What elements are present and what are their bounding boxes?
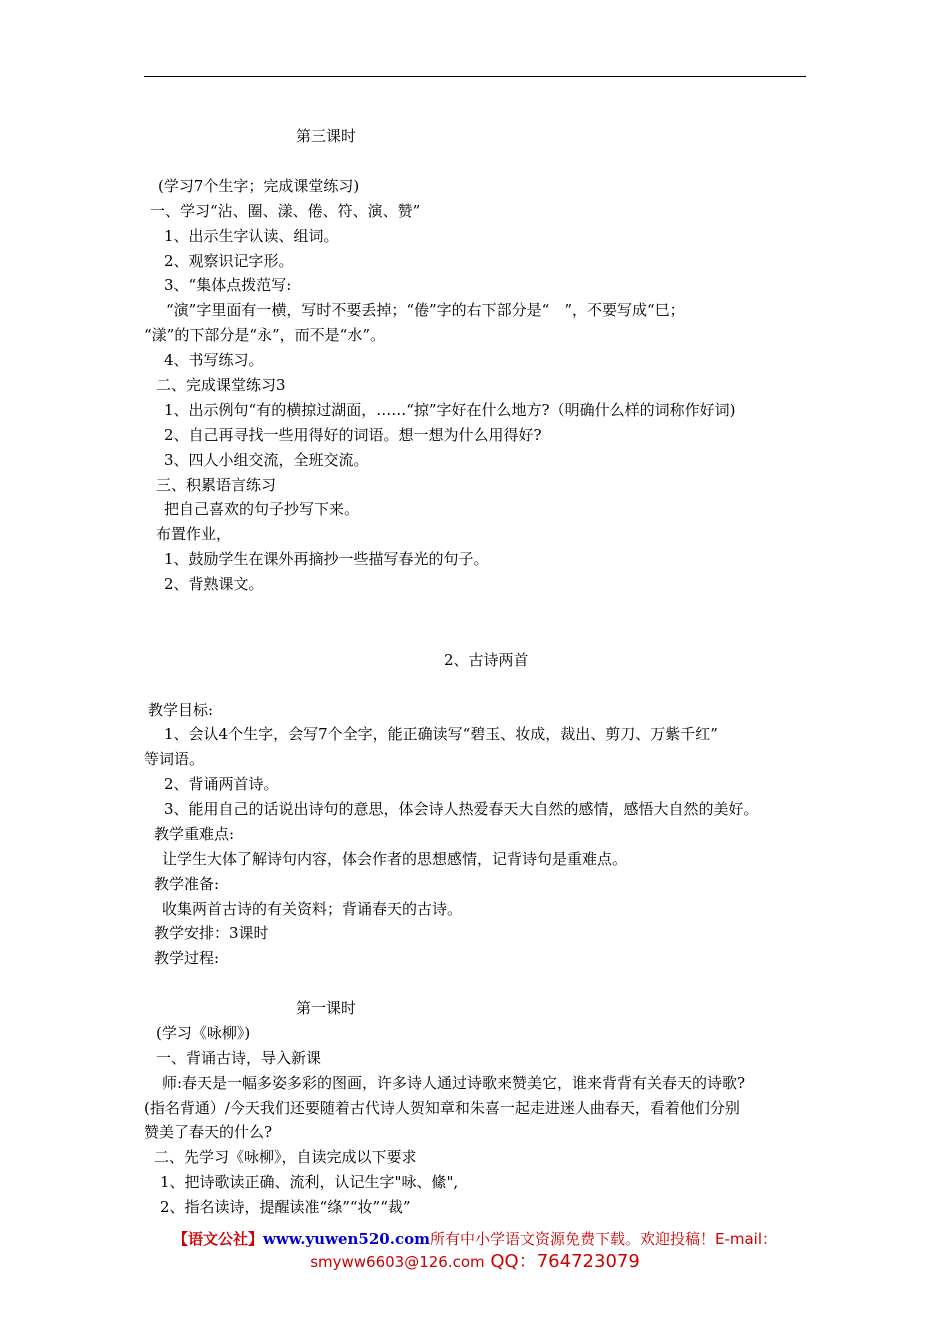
footer-brand: 【语文公社】 [172,1230,263,1248]
section-heading: 一、背诵古诗，导入新课 [156,1049,322,1067]
footer-email-link[interactable]: smyww6603@126.com [310,1253,485,1271]
list-item: 2、背熟课文。 [164,575,264,593]
paragraph-line: 让学生大体了解诗句内容，体会作者的思想感情，记背诗句是重难点。 [162,850,628,868]
footer-line2 [0,1251,950,1273]
lesson3-subtitle: (学习7个生字；完成课堂练习) [158,177,360,195]
footer-url-link[interactable]: www.yuwen520.com [263,1230,430,1248]
list-item: 1、出示生字认读、组词。 [164,227,339,245]
section-heading: 教学安排：3课时 [154,924,269,942]
section-heading: 布置作业， [156,525,232,543]
footer-line1 [0,1229,950,1249]
paragraph-line: 等词语。 [144,750,205,768]
list-item: 1、把诗歌读正确、流利，认记生字"咏、絛", [160,1173,459,1191]
footer-text: 所有中小学语文资源免费下载。欢迎投稿！E-mail： [429,1230,778,1248]
list-item: 2、观察识记字形。 [164,252,294,270]
paragraph-line: 师:春天是一幅多姿多彩的图画，许多诗人通过诗歌来赞美它，谁来背背有关春天的诗歌? [162,1074,746,1092]
list-item: 3、能用自己的话说出诗句的意思，体会诗人热爱春天大自然的感情，感悟大自然的美好。 [164,800,759,818]
section-heading: 一、学习“沾、圈、漾、倦、符、演、赞” [150,202,421,220]
section-heading: 教学准备: [154,875,220,893]
list-item: 把自己喜欢的句子抄写下来。 [164,500,360,518]
section-heading: 二、先学习《咏柳》，自读完成以下要求 [154,1148,417,1166]
section-heading: 教学重难点: [154,825,235,843]
header-rule [144,76,806,77]
list-item: 2、背诵两首诗。 [164,775,279,793]
list-item: 1、出示例句“有的横掠过湖面，……“掠”字好在什么地方?（明确什么样的词称作好词) [164,401,736,419]
paragraph-line: (指名背通）/今天我们还要随着古代诗人贺知章和朱喜一起走进迷人曲春天，看着他们分别 [144,1099,740,1117]
lesson3-title: 第三课时 [296,127,357,145]
section-heading: 教学目标: [148,701,214,719]
lesson1-subtitle: (学习《咏柳》) [156,1024,251,1042]
list-item: 1、会认4个生字，会写7个全字，能正确读写“碧玉、妆成，裁出、剪刀、万紫千红” [164,725,718,743]
paragraph-line: 赞美了春天的什么? [144,1123,273,1141]
paragraph-line: “演”字里面有一横，写时不要丢掉；“倦”字的右下部分是“ ”，不要写成“巳； [166,301,685,319]
list-item: 3、四人小组交流，全班交流。 [164,451,369,469]
list-item: 2、指名读诗，提醒读准“绦”“妆”“裁” [160,1198,411,1216]
list-item: 3、“集体点拨范写: [164,276,292,294]
section-heading: 二、完成课堂练习3 [156,376,286,394]
section-heading: 教学过程: [154,949,220,967]
paragraph-line: 收集两首古诗的有关资料；背诵春天的古诗。 [162,900,463,918]
footer-qq: QQ：764723079 [490,1251,640,1272]
section-heading: 三、积累语言练习 [156,476,277,494]
poems-title: 2、古诗两首 [444,651,529,669]
list-item: 2、自己再寻找一些用得好的词语。想一想为什么用得好? [164,426,542,444]
paragraph-line: “漾”的下部分是“永”，而不是“水”。 [144,326,386,344]
lesson1-title: 第一课时 [296,999,357,1017]
list-item: 1、鼓励学生在课外再摘抄一些描写春光的句子。 [164,550,489,568]
list-item: 4、书写练习。 [164,351,264,369]
